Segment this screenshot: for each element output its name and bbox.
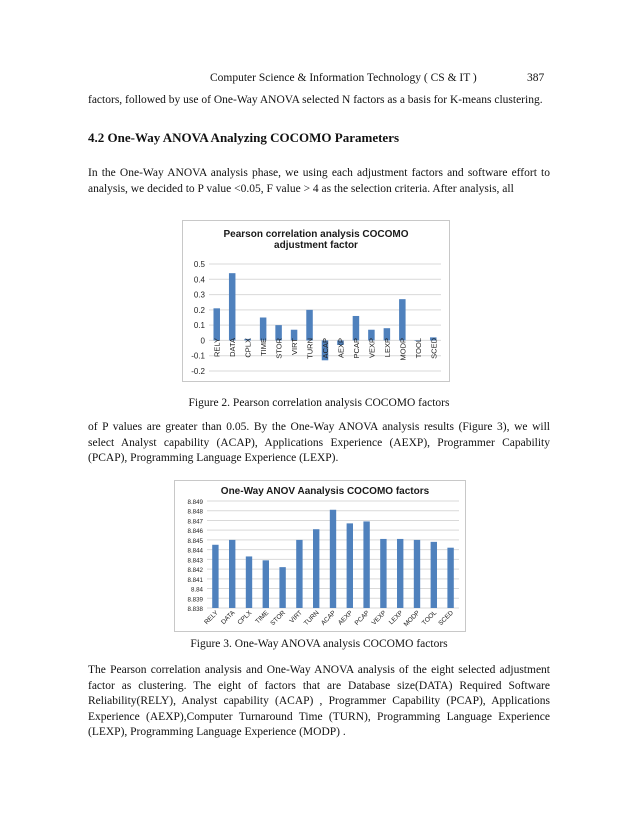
y-tick-label: 8.843 <box>187 557 203 565</box>
bar <box>296 540 302 608</box>
x-tick-label: RELY <box>212 338 222 358</box>
y-tick-label: 0 <box>200 336 205 346</box>
bar <box>380 539 386 608</box>
bar <box>213 308 219 340</box>
bar <box>212 545 218 608</box>
x-tick-label: LEXP <box>382 338 392 358</box>
x-tick-label: TIME <box>254 609 271 626</box>
x-tick-label: SCED <box>429 338 439 359</box>
bar <box>399 299 405 340</box>
y-tick-label: 0.5 <box>193 260 205 269</box>
y-tick-label: 8.844 <box>187 547 203 555</box>
chart-title: One-Way ANOV Aanalysis COCOMO factors <box>220 486 430 497</box>
y-tick-label: 8.847 <box>187 518 203 526</box>
chart-title: Pearson correlation analysis COCOMO <box>223 229 409 240</box>
bar <box>447 548 453 608</box>
x-tick-label: SCED <box>437 609 456 628</box>
y-tick-label: 0.3 <box>193 290 205 300</box>
y-tick-label: 8.845 <box>187 537 203 545</box>
x-tick-label: TURN <box>305 338 315 359</box>
page-number: 387 <box>527 72 545 84</box>
y-tick-label: -0.2 <box>191 367 205 376</box>
bar <box>306 310 312 341</box>
bar <box>347 523 353 608</box>
x-tick-label: ACAP <box>319 609 338 627</box>
section-heading: 4.2 One-Way ANOVA Analyzing COCOMO Parameters <box>88 130 400 145</box>
y-tick-label: 8.846 <box>187 528 203 536</box>
x-tick-label: VIRT <box>288 609 304 625</box>
x-tick-label: PCAP <box>353 609 372 627</box>
y-tick-label: 8.84 <box>190 586 203 594</box>
x-tick-label: VIRT <box>290 338 300 355</box>
anova-chart <box>174 480 466 632</box>
paragraph-anova-phase: In the One-Way ANOVA analysis phase, we using each adjustment factors and software effort to analysis, we decided to P value <0.05, F value > 4 as the selection criteria. After analysis, all <box>88 167 550 195</box>
x-tick-label: TURN <box>302 609 321 628</box>
y-tick-label: 8.841 <box>187 576 203 584</box>
y-tick-label: 8.849 <box>187 499 203 506</box>
x-tick-label: TIME <box>259 338 269 356</box>
x-tick-label: STOR <box>269 609 288 628</box>
bar <box>260 318 266 341</box>
x-tick-label: TOOL <box>413 338 423 359</box>
bar <box>263 560 269 608</box>
bar <box>397 539 403 608</box>
bar <box>353 316 359 340</box>
y-tick-label: -0.1 <box>191 351 205 361</box>
y-tick-label: 0.4 <box>193 275 205 285</box>
x-tick-label: CPLX <box>243 338 253 358</box>
bar <box>246 556 252 608</box>
paragraph-anova-results: of P values are greater than 0.05. By the One-Way ANOVA analysis results (Figure 3), we will select Analyst capability (ACAP), Applications Experience (AEXP), Programmer Capability (PCAP), Programming Language Experience (LEXP). <box>88 421 550 464</box>
y-tick-label: 8.838 <box>187 606 203 613</box>
x-tick-label: CPLX <box>236 609 254 627</box>
x-tick-label: RELY <box>203 609 220 627</box>
bar <box>229 273 235 340</box>
x-tick-label: MODP <box>398 338 408 361</box>
x-tick-label: AEXP <box>336 338 346 359</box>
x-tick-label: DATA <box>228 338 238 357</box>
x-tick-label: MODP <box>402 609 422 629</box>
x-tick-label: TOOL <box>420 609 439 627</box>
x-tick-label: VEXP <box>367 338 377 359</box>
y-tick-label: 0.2 <box>193 305 205 315</box>
paragraph-intro: factors, followed by use of One-Way ANOVA selected N factors as a basis for K-means clustering. <box>88 94 543 106</box>
y-tick-label: 8.839 <box>187 596 203 604</box>
x-tick-label: ACAP <box>321 338 330 359</box>
x-tick-label: VEXP <box>370 609 388 627</box>
paragraph-selected-factors: The Pearson correlation analysis and One-Way ANOVA analysis of the eight selected adjustment factor as clustering. The eight of factors that are Database size(DATA) Required Software Reliability(RELY), Analyst capability (ACAP) , Programmer Capability (PCAP), Applications Experience (AEXP),Computer Turnaround Time (TURN), Programming Language Experience (LEXP), Programming Language Experience (MODP) . <box>88 664 550 738</box>
x-tick-label: DATA <box>220 609 237 626</box>
x-tick-label: STOR <box>274 338 284 359</box>
chart-title: adjustment factor <box>274 240 358 251</box>
figure-3-caption: Figure 3. One-Way ANOVA analysis COCOMO factors <box>190 638 448 650</box>
bar <box>431 542 437 608</box>
pearson-chart <box>182 220 450 382</box>
y-tick-label: 8.842 <box>187 567 203 575</box>
figure-2-caption: Figure 2. Pearson correlation analysis COCOMO factors <box>188 397 450 409</box>
bar <box>363 521 369 608</box>
bar <box>313 529 319 608</box>
bar <box>229 540 235 608</box>
bar <box>414 540 420 608</box>
x-tick-label: AEXP <box>337 609 355 627</box>
bar <box>330 510 336 608</box>
x-tick-label: LEXP <box>387 609 405 627</box>
anova-chart-svg <box>175 481 465 631</box>
y-tick-label: 0.1 <box>193 321 205 331</box>
bar <box>279 567 285 608</box>
pearson-chart-svg <box>183 221 449 381</box>
x-tick-label: PCAP <box>351 338 361 359</box>
y-tick-label: 8.848 <box>187 508 203 516</box>
header-title: Computer Science & Information Technology ( CS & IT ) <box>210 72 477 84</box>
